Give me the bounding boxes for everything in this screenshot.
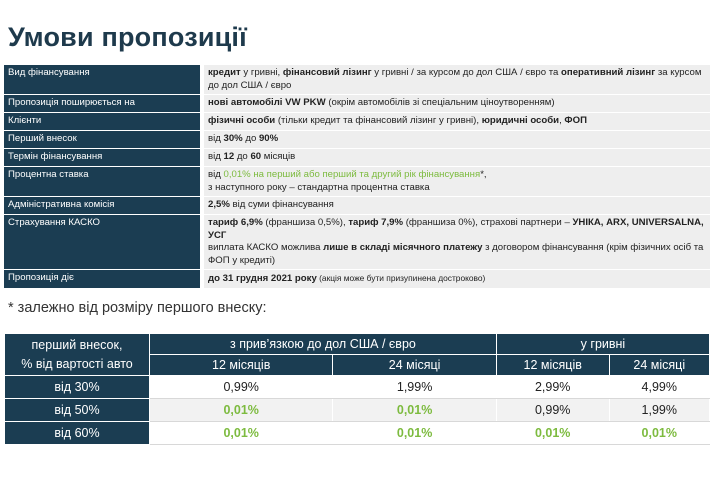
condition-text: 12	[223, 151, 235, 162]
condition-text: (окрім автомобілів зі спеціальним ціноутворенням)	[325, 97, 555, 108]
condition-text: з договором фінансування (крім фізичних осіб та ФОП у кредиті)	[208, 242, 704, 266]
condition-text: до	[234, 151, 251, 162]
rates-row	[5, 422, 710, 445]
condition-text: у гривні / за курсом до дол США / євро та	[371, 67, 562, 78]
rate-value: 0,01%	[609, 422, 709, 445]
condition-text: тариф 7,9%	[348, 217, 404, 228]
condition-text: ФОП	[564, 115, 587, 126]
rate-value: 1,99%	[609, 399, 709, 422]
rate-value: 0,99%	[496, 399, 609, 422]
condition-text: *,	[480, 169, 487, 180]
condition-text: нові автомобілі VW PKW	[208, 97, 326, 108]
rate-value: 1,99%	[333, 376, 497, 399]
condition-text: від суми фінансування	[229, 199, 334, 210]
condition-value	[202, 149, 710, 167]
condition-text: фінансовий лізинг	[282, 67, 372, 78]
condition-text: до 31 грудня 2021 року	[208, 273, 317, 284]
rates-group-usd-eur: з прив’язкою до дол США / євро	[150, 334, 497, 355]
condition-row	[4, 270, 710, 289]
condition-text: оперативний лізинг	[561, 67, 656, 78]
condition-value	[202, 197, 710, 215]
condition-text: тариф 6,9%	[208, 217, 263, 228]
condition-label: Термін фінансування	[4, 149, 202, 167]
rates-table	[4, 333, 710, 445]
rates-subheader: 24 місяці	[333, 355, 497, 376]
condition-text: (франшиза 0%), страхові партнери –	[403, 217, 573, 228]
condition-text: 60	[250, 151, 262, 162]
condition-label: Адміністративна комісія	[4, 197, 202, 215]
condition-text: виплата КАСКО можлива	[208, 242, 324, 253]
condition-text: ,	[559, 115, 565, 126]
condition-text: від	[208, 151, 224, 162]
condition-label: Страхування КАСКО	[4, 215, 202, 270]
condition-row	[4, 65, 710, 95]
condition-text: місяців	[261, 151, 296, 162]
conditions-table	[4, 65, 710, 289]
condition-text: (акція може бути призупинена достроково)	[316, 273, 486, 283]
rate-value: 0,01%	[333, 422, 497, 445]
condition-label: Пропозиція діє	[4, 270, 202, 289]
rate-value: 0,01%	[150, 399, 333, 422]
condition-label: Пропозиція поширюється на	[4, 95, 202, 113]
condition-value	[202, 95, 710, 113]
condition-label: Вид фінансування	[4, 65, 202, 95]
rates-row	[5, 376, 710, 399]
rates-subheader: 12 місяців	[496, 355, 609, 376]
condition-row	[4, 131, 710, 149]
condition-text: (тільки кредит та фінансовий лізинг у гривні),	[275, 115, 482, 126]
rates-corner-line2: % від вартості авто	[21, 356, 133, 371]
rates-corner-header	[5, 334, 150, 376]
condition-value	[202, 65, 710, 95]
rates-subheader: 12 місяців	[150, 355, 333, 376]
page-title: Умови пропозиції	[8, 22, 247, 52]
rate-value: 0,01%	[333, 399, 497, 422]
condition-text: (франшиза 0,5%),	[262, 217, 349, 228]
condition-text: 2,5%	[208, 199, 230, 210]
rates-corner-line1: перший внесок,	[31, 337, 123, 352]
condition-value	[202, 113, 710, 131]
condition-text: УНІКА, ARX, UNIVERSALNA, УСГ	[208, 217, 704, 241]
condition-text: у гривні,	[240, 67, 283, 78]
condition-label: Перший внесок	[4, 131, 202, 149]
condition-row	[4, 215, 710, 270]
condition-text: 90%	[258, 133, 279, 144]
condition-text: за курсом до дол США / євро	[208, 67, 702, 91]
rates-group-uah: у гривні	[496, 334, 709, 355]
rates-row	[5, 399, 710, 422]
condition-row	[4, 197, 710, 215]
condition-row	[4, 95, 710, 113]
rates-row-label: від 60%	[5, 422, 150, 445]
condition-text: від	[208, 169, 224, 180]
condition-label: Клієнти	[4, 113, 202, 131]
rate-value: 0,01%	[150, 422, 333, 445]
condition-row	[4, 149, 710, 167]
rate-value: 0,01%	[496, 422, 609, 445]
rates-row-label: від 30%	[5, 376, 150, 399]
condition-text: від	[208, 133, 224, 144]
condition-text: фізичні особи	[208, 115, 276, 126]
condition-text: з наступного року – стандартна процентна ставка	[208, 181, 430, 193]
footnote: * залежно від розміру першого внеску:	[8, 300, 267, 316]
condition-text: 0,01% на перший або перший та другий рік фінансування	[223, 169, 481, 180]
condition-value	[202, 270, 710, 289]
condition-label: Процентна ставка	[4, 167, 202, 197]
rates-subheader: 24 місяці	[609, 355, 709, 376]
condition-text: до	[242, 133, 259, 144]
condition-value	[202, 215, 710, 270]
condition-text: юридичні особи	[481, 115, 560, 126]
condition-text: кредит	[208, 67, 241, 78]
condition-value	[202, 131, 710, 149]
rate-value: 0,99%	[150, 376, 333, 399]
rate-value: 4,99%	[609, 376, 709, 399]
condition-row	[4, 113, 710, 131]
condition-value	[202, 167, 710, 197]
condition-text: лише в складі місячного платежу	[323, 242, 483, 253]
rates-row-label: від 50%	[5, 399, 150, 422]
rate-value: 2,99%	[496, 376, 609, 399]
condition-row	[4, 167, 710, 197]
condition-text: 30%	[223, 133, 243, 144]
